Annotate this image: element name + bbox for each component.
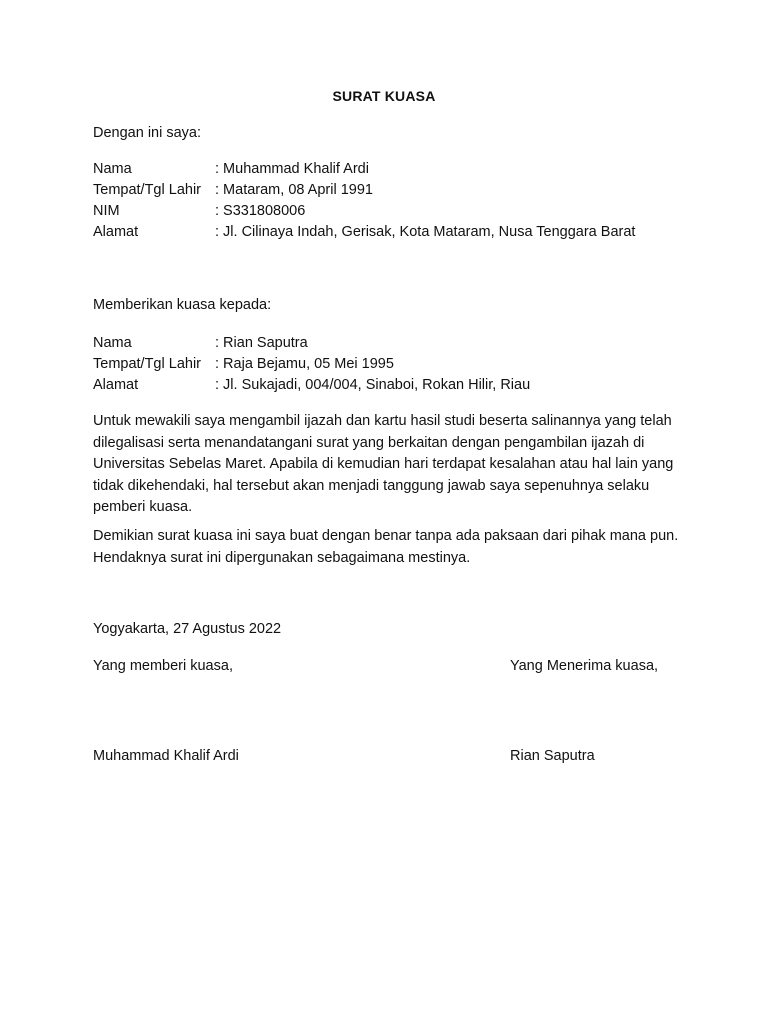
intro-text: Dengan ini saya: — [93, 125, 202, 141]
field-label: Alamat — [93, 224, 139, 240]
field-label: NIM — [93, 203, 120, 219]
grantor-details — [93, 159, 713, 243]
place-date: Yogyakarta, 27 Agustus 2022 — [93, 621, 282, 637]
field-label: Nama — [93, 161, 132, 177]
field-value: : Jl. Cilinaya Indah, Gerisak, Kota Mataram, Nusa Tenggara Barat — [215, 224, 636, 240]
field-label: Tempat/Tgl Lahir — [93, 182, 201, 198]
field-value: : Raja Bejamu, 05 Mei 1995 — [215, 356, 394, 372]
field-label: Alamat — [93, 377, 139, 393]
grantor-address-row — [93, 222, 713, 243]
field-value: : Mataram, 08 April 1991 — [215, 182, 373, 198]
grantee-birth-row — [93, 354, 713, 375]
grantor-signature-name: Muhammad Khalif Ardi — [93, 748, 239, 764]
document-title: SURAT KUASA — [332, 88, 436, 104]
grantee-address-row — [93, 375, 713, 396]
grantor-birth-row — [93, 180, 713, 201]
field-value: : Muhammad Khalif Ardi — [215, 161, 369, 177]
grant-intro-text: Memberikan kuasa kepada: — [93, 297, 272, 313]
grantee-details — [93, 333, 713, 396]
grantor-role-label: Yang memberi kuasa, — [93, 658, 233, 674]
field-value: : Rian Saputra — [215, 335, 308, 351]
grantor-nim-row — [93, 201, 713, 222]
grantor-name-row — [93, 159, 713, 180]
grantee-signature-name: Rian Saputra — [510, 748, 595, 764]
field-label: Tempat/Tgl Lahir — [93, 356, 201, 372]
field-value: : S331808006 — [215, 203, 306, 219]
grantee-role-label: Yang Menerima kuasa, — [510, 658, 659, 674]
field-label: Nama — [93, 335, 132, 351]
grantee-name-row — [93, 333, 713, 354]
purpose-paragraph: Untuk mewakili saya mengambil ijazah dan kartu hasil studi beserta salinannya yang telah dilegalisasi serta menandatangani surat yang berkaitan dengan pengambilan ijazah di Universitas Sebelas Maret. Apabila di kemudian hari terdapat kesalahan atau hal lain yang tidak dikehendaki, hal tersebut akan menjadi tanggung jawab saya sepenuhnya selaku pemberi kuasa. — [93, 413, 674, 515]
field-value: : Jl. Sukajadi, 004/004, Sinaboi, Rokan Hilir, Riau — [215, 377, 531, 393]
closing-paragraph: Demikian surat kuasa ini saya buat dengan benar tanpa ada paksaan dari pihak mana pun. Hendaknya surat ini dipergunakan sebagaimana mestinya. — [93, 528, 679, 566]
